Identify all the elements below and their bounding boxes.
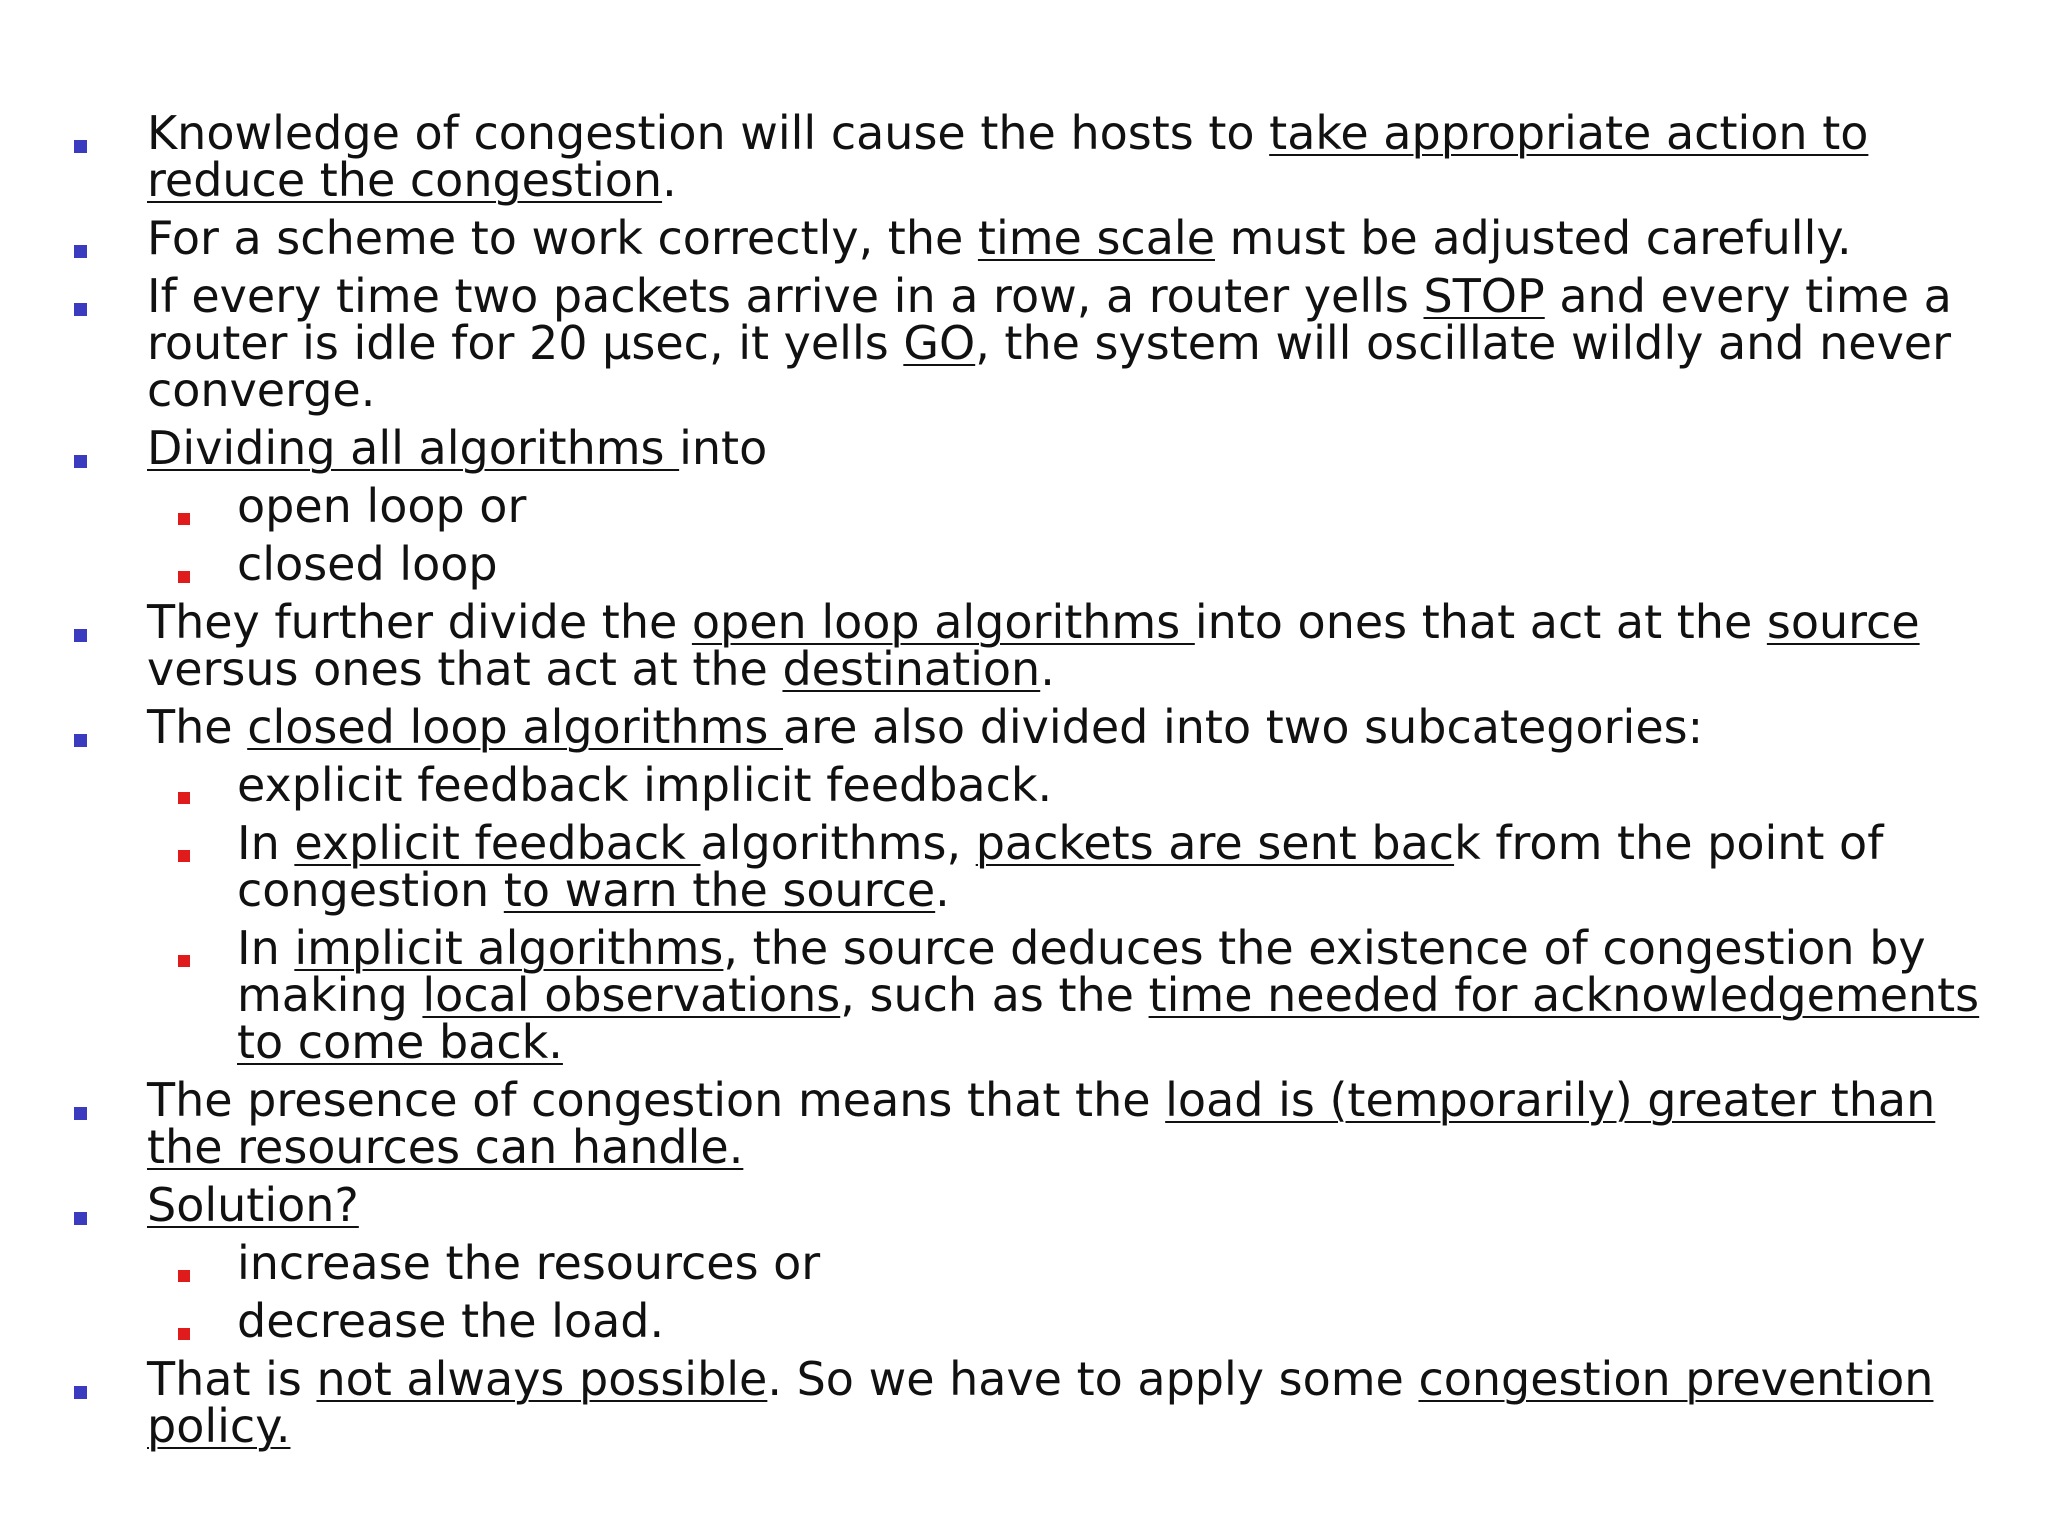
square-bullet-icon (74, 245, 87, 258)
bullet-text: . (662, 153, 677, 207)
sub-bullet-item (0, 921, 2048, 1069)
bullet-list (0, 106, 2048, 1461)
underlined-text: implicit algorithms (294, 921, 724, 975)
sub-bullet-item (0, 758, 2048, 812)
bullet-text: The presence of congestion means that the (147, 1073, 1166, 1127)
bullet-text: , the source deduces the existence of congestion by making (237, 921, 1926, 1022)
underlined-text: Solution? (147, 1178, 359, 1232)
sub-bullet-item (0, 1294, 2048, 1348)
sub-square-bullet-icon (178, 955, 190, 967)
sub-bullet-item (0, 816, 2048, 917)
bullet-text: open loop or (237, 479, 527, 533)
bullet-text: closed loop (237, 537, 498, 591)
sub-bullet-item (0, 1236, 2048, 1290)
square-bullet-icon (74, 1212, 87, 1225)
sub-bullet-item (0, 479, 2048, 533)
bullet-text: If every time two packets arrive in a row, a router yells (147, 269, 1424, 323)
bullet-item (0, 211, 2048, 265)
bullet-text: . (1040, 642, 1055, 696)
bullet-text: decrease the load. (237, 1294, 665, 1348)
sub-square-bullet-icon (178, 1328, 190, 1340)
bullet-text: versus ones that act at the (147, 642, 783, 696)
sub-square-bullet-icon (178, 792, 190, 804)
bullet-item (0, 1073, 2048, 1174)
sub-square-bullet-icon (178, 1270, 190, 1282)
underlined-text: load is (temporarily) greater than the resources can handle. (147, 1073, 1936, 1174)
sub-square-bullet-icon (178, 850, 190, 862)
underlined-text: STOP (1423, 269, 1545, 323)
bullet-text: into (679, 421, 768, 475)
bullet-text: For a scheme to work correctly, the (147, 211, 978, 265)
underlined-text: packets are sent bac (975, 816, 1455, 870)
bullet-text: . So we have to apply some (767, 1352, 1419, 1406)
underlined-text: local observations (422, 968, 841, 1022)
bullet-text: In (237, 816, 295, 870)
bullet-text: , the system will oscillate wildly and never converge. (147, 316, 1952, 417)
sub-bullet-item (0, 537, 2048, 591)
square-bullet-icon (74, 303, 87, 316)
sub-square-bullet-icon (178, 571, 190, 583)
square-bullet-icon (74, 1386, 87, 1399)
bullet-text: must be adjusted carefully. (1215, 211, 1852, 265)
bullet-item (0, 1352, 2048, 1453)
underlined-text: open loop algorithms (691, 595, 1195, 649)
bullet-text: are also divided into two subcategories: (782, 700, 1704, 754)
underlined-text: time scale (977, 211, 1215, 265)
underlined-text: destination (782, 642, 1041, 696)
underlined-text: not always possible (316, 1352, 768, 1406)
bullet-text: Knowledge of congestion will cause the hosts to (147, 106, 1270, 160)
square-bullet-icon (74, 734, 87, 747)
underlined-text: take appropriate action to reduce the congestion (147, 106, 1869, 207)
bullet-text: They further divide the (147, 595, 692, 649)
bullet-text: In (237, 921, 295, 975)
bullet-text: , such as the (840, 968, 1149, 1022)
underlined-text: time needed for acknowledgements to come back. (237, 968, 1980, 1069)
bullet-item (0, 700, 2048, 754)
bullet-item (0, 106, 2048, 207)
bullet-text: into ones that act at the (1194, 595, 1767, 649)
underlined-text: GO (903, 316, 976, 370)
square-bullet-icon (74, 1107, 87, 1120)
bullet-text: . (935, 863, 950, 917)
square-bullet-icon (74, 140, 87, 153)
bullet-text: That is (147, 1352, 317, 1406)
bullet-text: algorithms, (700, 816, 976, 870)
underlined-text: congestion prevention policy. (147, 1352, 1934, 1453)
bullet-item (0, 269, 2048, 417)
underlined-text: Dividing all algorithms (147, 421, 680, 475)
bullet-text: The (147, 700, 248, 754)
sub-square-bullet-icon (178, 513, 190, 525)
bullet-text: k from the point of congestion (237, 816, 1884, 917)
bullet-text: and every time a router is idle for 20 µsec, it yells (147, 269, 1952, 370)
underlined-text: to warn the source (503, 863, 936, 917)
bullet-item (0, 595, 2048, 696)
bullet-item (0, 421, 2048, 475)
underlined-text: source (1766, 595, 1920, 649)
square-bullet-icon (74, 455, 87, 468)
underlined-text: closed loop algorithms (247, 700, 783, 754)
square-bullet-icon (74, 629, 87, 642)
underlined-text: explicit feedback (294, 816, 701, 870)
bullet-text: increase the resources or (237, 1236, 821, 1290)
bullet-text: explicit feedback implicit feedback. (237, 758, 1053, 812)
bullet-item (0, 1178, 2048, 1232)
